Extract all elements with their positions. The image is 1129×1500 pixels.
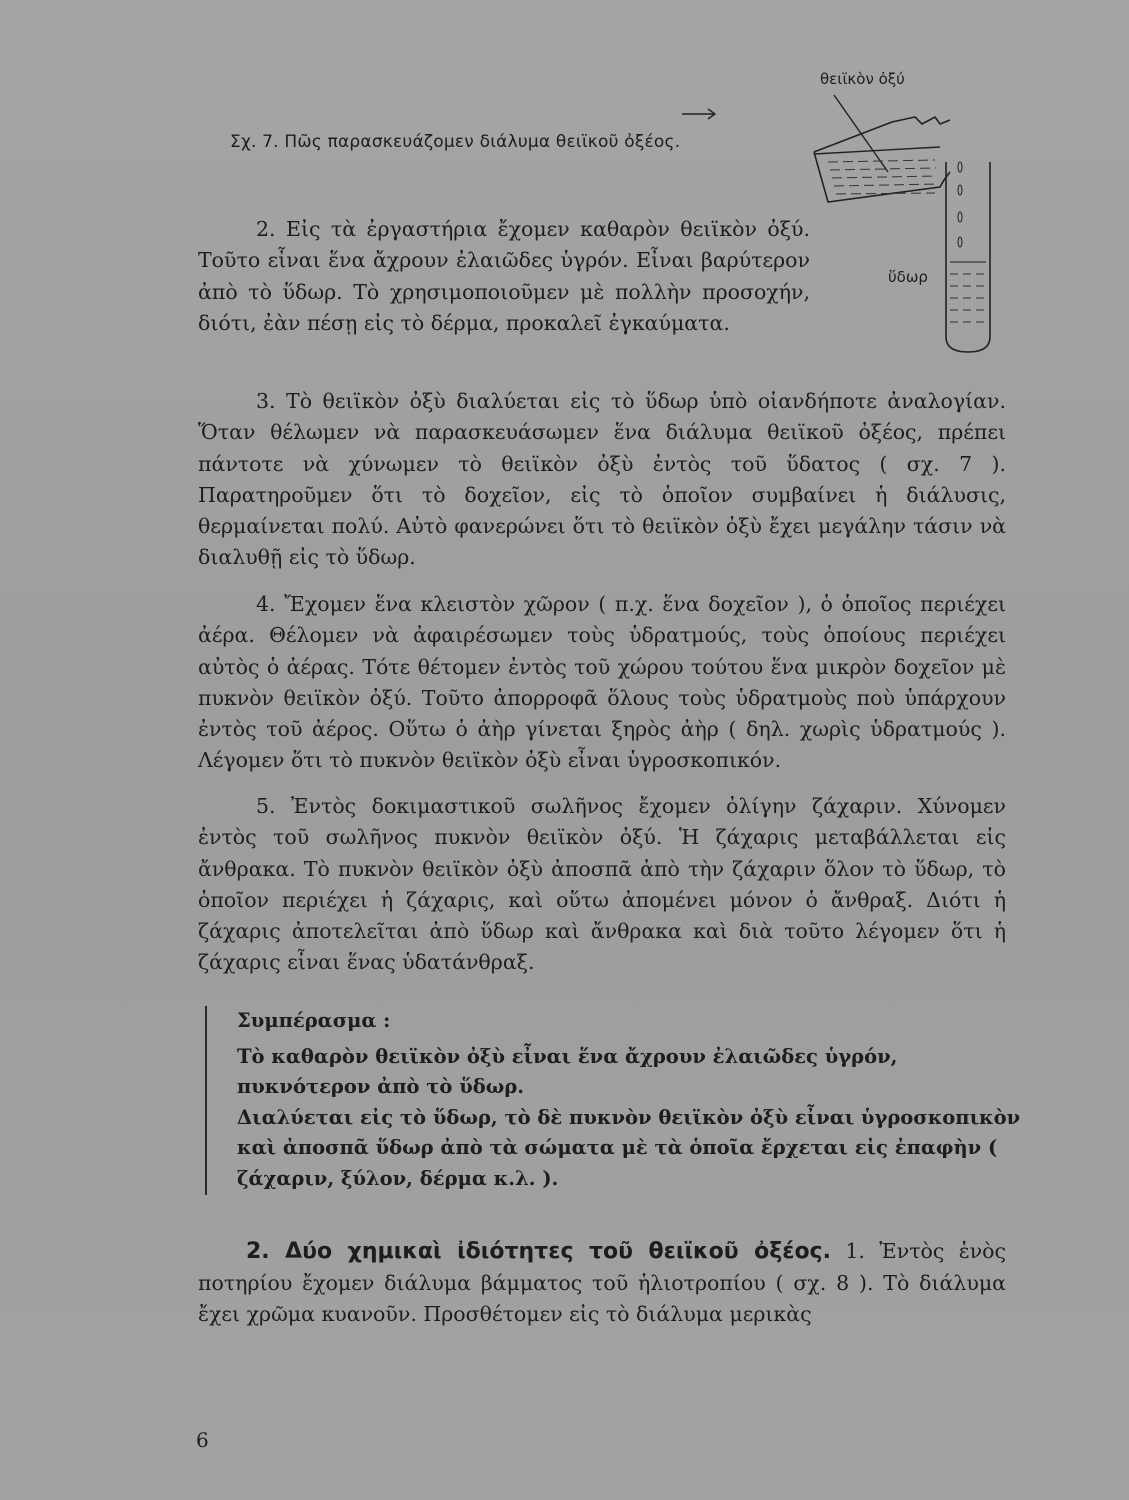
section-2 bbox=[198, 1236, 1006, 1331]
arrow-icon bbox=[680, 106, 720, 122]
paragraph-2-text: 2. Εἰς τὰ ἐργαστήρια ἔχομεν καθαρὸν θειϊκὸν ὀξύ. Τοῦτο εἶναι ἕνα ἄχρουν ἐλαιῶδες ὑγρόν. Εἶναι βαρύτερον ἀπὸ τὸ ὕδωρ. Τὸ χρησιμοποιοῦμεν μὲ πολλὴν προσοχήν, διότι, ἐὰν πέσῃ εἰς τὸ δέρμα, προκαλεῖ ἐγκαύματα. bbox=[198, 217, 810, 335]
paragraph-5-text: 5. Ἐντὸς δοκιμαστικοῦ σωλῆνος ἔχομεν ὀλίγην ζάχαριν. Χύνομεν ἐντὸς τοῦ σωλῆνος πυκνὸν θειϊκὸν ὀξύ. Ἡ ζάχαρις μεταβάλλεται εἰς ἄνθρακα. Τὸ πυκνὸν θειϊκὸν ὀξὺ ἀποσπᾶ ἀπὸ τὴν ζάχαριν ὅλον τὸ ὕδωρ, τὸ ὁποῖον περιέχει ἡ ζάχαρις, καὶ οὕτω ἀπομένει μόνον ὁ ἄνθραξ. Διότι ἡ ζάχαρις ἀποτελεῖται ἀπὸ ὕδωρ καὶ ἄνθρακα καὶ διὰ τοῦτο λέγομεν ὅτι ἡ ζάχαρις εἶναι ἕνας ὑδατάνθραξ. bbox=[198, 794, 1006, 975]
conclusion-line-1: Τὸ καθαρὸν θειϊκὸν ὀξὺ εἶναι ἕνα ἄχρουν ἐλαιῶδες ὑγρόν, πυκνότερον ἀπὸ τὸ ὕδωρ. bbox=[237, 1044, 898, 1099]
paragraph-5 bbox=[198, 791, 1006, 979]
section-text: 1. Ἐντὸς ἑνὸς ποτηρίου ἔχομεν διάλυμα βάμματος τοῦ ἡλιοτροπίου ( σχ. 8 ). Τὸ διάλυμα ἔχει χρῶμα κυανοῦν. Προσθέτομεν εἰς τὸ διάλυμα μερικὰς bbox=[198, 1239, 1006, 1326]
paragraph-3 bbox=[198, 386, 1006, 574]
conclusion-heading: Συμπέρασμα : bbox=[237, 1009, 391, 1032]
figure-caption: Σχ. 7. Πῶς παρασκευάζομεν διάλυμα θειϊκοῦ ὀξέος. bbox=[230, 132, 681, 152]
figure-label-acid: θειϊκὸν ὀξύ bbox=[820, 70, 905, 88]
paragraph-2 bbox=[198, 214, 810, 339]
conclusion-line-2: Διαλύεται εἰς τὸ ὕδωρ, τὸ δὲ πυκνὸν θειϊκὸν ὀξὺ εἶναι ὑγροσκοπικὸν καὶ ἀποσπᾶ ὕδωρ ἀπὸ τὰ σώματα μὲ τὰ ὁποῖα ἔρχεται εἰς ἐπαφὴν ( ζάχαριν, ξύλον, δέρμα κ.λ. ). bbox=[237, 1105, 1021, 1190]
conclusion-box bbox=[205, 1006, 1037, 1195]
section-title: 2. Δύο χημικαὶ ἰδιότητες τοῦ θειϊκοῦ ὀξέος. bbox=[246, 1239, 831, 1264]
figure-label-water: ὕδωρ bbox=[888, 268, 928, 286]
paragraph-4 bbox=[198, 589, 1006, 777]
paragraph-3-text: 3. Τὸ θειϊκὸν ὀξὺ διαλύεται εἰς τὸ ὕδωρ ὑπὸ οἱανδήποτε ἀναλογίαν. Ὅταν θέλωμεν νὰ παρασκευάσωμεν ἕνα διάλυμα θειϊκοῦ ὀξέος, πρέπει πάντοτε νὰ χύνωμεν τὸ θειϊκὸν ὀξὺ ἐντὸς τοῦ ὕδατος ( σχ. 7 ). Παρατηροῦμεν ὅτι τὸ δοχεῖον, εἰς τὸ ὁποῖον συμβαίνει ἡ διάλυσις, θερμαίνεται πολύ. Αὐτὸ φανερώνει ὅτι τὸ θειϊκὸν ὀξὺ ἔχει μεγάλην τάσιν νὰ διαλυθῇ εἰς τὸ ὕδωρ. bbox=[198, 389, 1006, 570]
figure-7 bbox=[800, 62, 1010, 362]
beaker-pouring-into-test-tube-icon bbox=[800, 62, 1010, 362]
page-number: 6 bbox=[196, 1428, 209, 1452]
paragraph-4-text: 4. Ἔχομεν ἕνα κλειστὸν χῶρον ( π.χ. ἕνα δοχεῖον ), ὁ ὁποῖος περιέχει ἀέρα. Θέλομεν νὰ ἀφαιρέσωμεν τοὺς ὑδρατμούς, τοὺς ὁποίους περιέχει αὐτὸς ὁ ἀέρας. Τότε θέτομεν ἐντὸς τοῦ χώρου τούτου ἕνα μικρὸν δοχεῖον μὲ πυκνὸν θειϊκὸν ὀξύ. Τοῦτο ἀπορροφᾶ ὅλους τοὺς ὑδρατμοὺς ποὺ ὑπάρχουν ἐντὸς τοῦ ἀέρος. Οὕτω ὁ ἀὴρ γίνεται ξηρὸς ἀὴρ ( δηλ. χωρὶς ὑδρατμούς ). Λέγομεν ὅτι τὸ πυκνὸν θειϊκὸν ὀξὺ εἶναι ὑγροσκοπικόν. bbox=[198, 592, 1006, 773]
